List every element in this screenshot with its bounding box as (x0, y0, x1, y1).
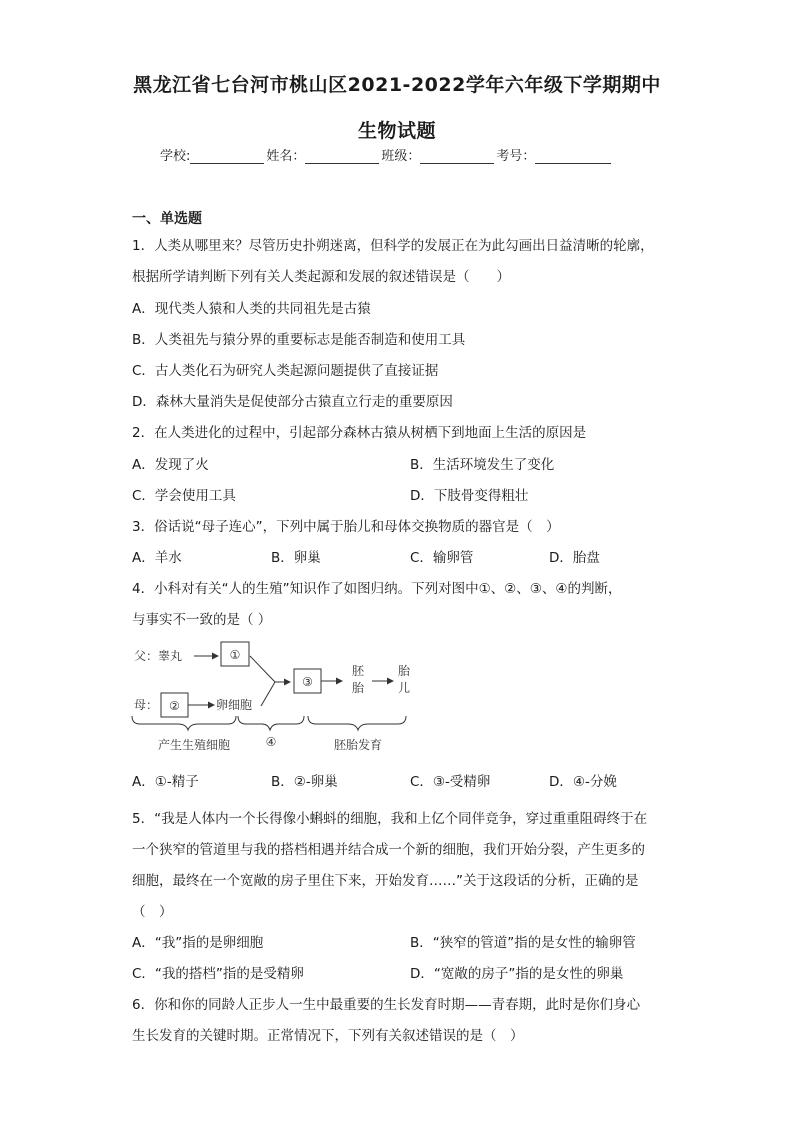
section-heading: 一、单选题 (132, 211, 202, 227)
egg-cell-label: 卵细胞 (216, 698, 253, 712)
fetus-char-2: 儿 (398, 681, 411, 695)
school-field[interactable] (190, 149, 264, 164)
q4-option-b[interactable]: B．②-卵巢 (271, 774, 338, 790)
name-label: 姓名： (266, 149, 306, 164)
exam-title-line1: 黑龙江省七台河市桃山区2021-2022学年六年级下学期期中 (133, 74, 661, 96)
box3-label: ③ (302, 675, 313, 689)
q5-option-d[interactable]: D．“宽敞的房子”指的是女性的卵巢 (410, 966, 624, 982)
q1-stem-line2: 根据所学请判断下列有关人类起源和发展的叙述错误是（ ） (132, 269, 510, 285)
q3-option-d[interactable]: D．胎盘 (549, 550, 600, 566)
q2-option-a[interactable]: A．发现了火 (132, 457, 209, 473)
diagram-mother-label: 母： (134, 698, 159, 712)
q3-stem: 3．俗话说“母子连心”，下列中属于胎儿和母体交换物质的器官是（ ） (132, 519, 560, 535)
q5-option-a[interactable]: A．“我”指的是卵细胞 (132, 935, 264, 951)
name-field[interactable] (305, 149, 379, 164)
school-label: 学校: (160, 149, 191, 164)
brace-label-step-4: ④ (265, 735, 277, 749)
exam-title-line2: 生物试题 (357, 120, 436, 142)
brace-embryo-development (308, 716, 406, 730)
diagram-father-label: 父：睾丸 (134, 649, 183, 663)
q1-stem-line1: 1．人类从哪里来？尽管历史扑朔迷离，但科学的发展正在为此勾画出日益清晰的轮廓， (132, 238, 654, 254)
reproduction-diagram (128, 630, 428, 755)
q2-option-b[interactable]: B．生活环境发生了变化 (410, 457, 555, 473)
line-egg-to-merge (261, 682, 275, 706)
fetus-char-1: 胎 (398, 664, 411, 678)
q6-stem-line2: 生长发育的关键时期。正常情况下，下列有关叙述错误的是（ ） (132, 1028, 524, 1044)
class-field[interactable] (420, 149, 494, 164)
q2-stem: 2．在人类进化的过程中，引起部分森林古猿从树栖下到地面上生活的原因是 (132, 425, 587, 441)
q5-stem-line3: 细胞，最终在一个宽敞的房子里住下来，开始发育……”关于这段话的分析，正确的是 (132, 873, 639, 889)
q1-option-a[interactable]: A．现代类人猿和人类的共同祖先是古猿 (132, 301, 371, 317)
exam-no-label: 考号： (496, 149, 536, 164)
exam-no-field[interactable] (535, 149, 611, 164)
q5-option-c[interactable]: C．“我的搭档”指的是受精卵 (132, 966, 304, 982)
q4-stem-line1: 4．小科对有关“人的生殖”知识作了如图归纳。下列对图中①、②、③、④的判断， (132, 581, 622, 597)
q1-option-b[interactable]: B．人类祖先与猿分界的重要标志是能否制造和使用工具 (132, 332, 466, 348)
embryo-char-1: 胚 (352, 664, 365, 678)
brace-label-gamete-production: 产生生殖细胞 (158, 738, 231, 752)
q6-stem-line1: 6．你和你的同龄人正步人一生中最重要的生长发育时期——青春期，此时是你们身心 (132, 997, 641, 1013)
box1-label: ① (229, 648, 241, 662)
q4-option-a[interactable]: A．①-精子 (132, 774, 199, 790)
q5-option-b[interactable]: B．“狭窄的管道”指的是女性的输卵管 (410, 935, 636, 951)
brace-label-embryo-development: 胚胎发育 (334, 738, 383, 752)
q5-stem-line2: 一个狭窄的管道里与我的搭档相遇并结合成一个新的细胞，我们开始分裂，产生更多的 (132, 842, 645, 858)
q5-stem-line4: （ ） (132, 904, 173, 920)
q1-option-c[interactable]: C．古人类化石为研究人类起源问题提供了直接证据 (132, 363, 439, 379)
q4-option-c[interactable]: C．③-受精卵 (410, 774, 491, 790)
q2-option-c[interactable]: C．学会使用工具 (132, 488, 236, 504)
q3-option-c[interactable]: C．输卵管 (410, 550, 474, 566)
box2-label: ② (169, 699, 180, 713)
line-box1-to-merge (250, 656, 275, 682)
q2-option-d[interactable]: D．下肢骨变得粗壮 (410, 488, 529, 504)
q3-option-a[interactable]: A．羊水 (132, 550, 182, 566)
q4-stem-line2: 与事实不一致的是（ ） (132, 612, 272, 628)
embryo-char-2: 胎 (352, 681, 365, 695)
q3-option-b[interactable]: B．卵巢 (271, 550, 321, 566)
q1-option-d[interactable]: D．森林大量消失是促使部分古猿直立行走的重要原因 (132, 394, 453, 410)
q5-stem-line1: 5．“我是人体内一个长得像小蝌蚪的细胞，我和上亿个同伴竞争，穿过重重阻碍终于在 (132, 811, 648, 827)
class-label: 班级： (381, 149, 421, 164)
brace-gamete-production (132, 716, 236, 730)
q4-option-d[interactable]: D．④-分娩 (549, 774, 617, 790)
student-info-row (160, 145, 613, 164)
brace-step-4 (238, 716, 304, 730)
